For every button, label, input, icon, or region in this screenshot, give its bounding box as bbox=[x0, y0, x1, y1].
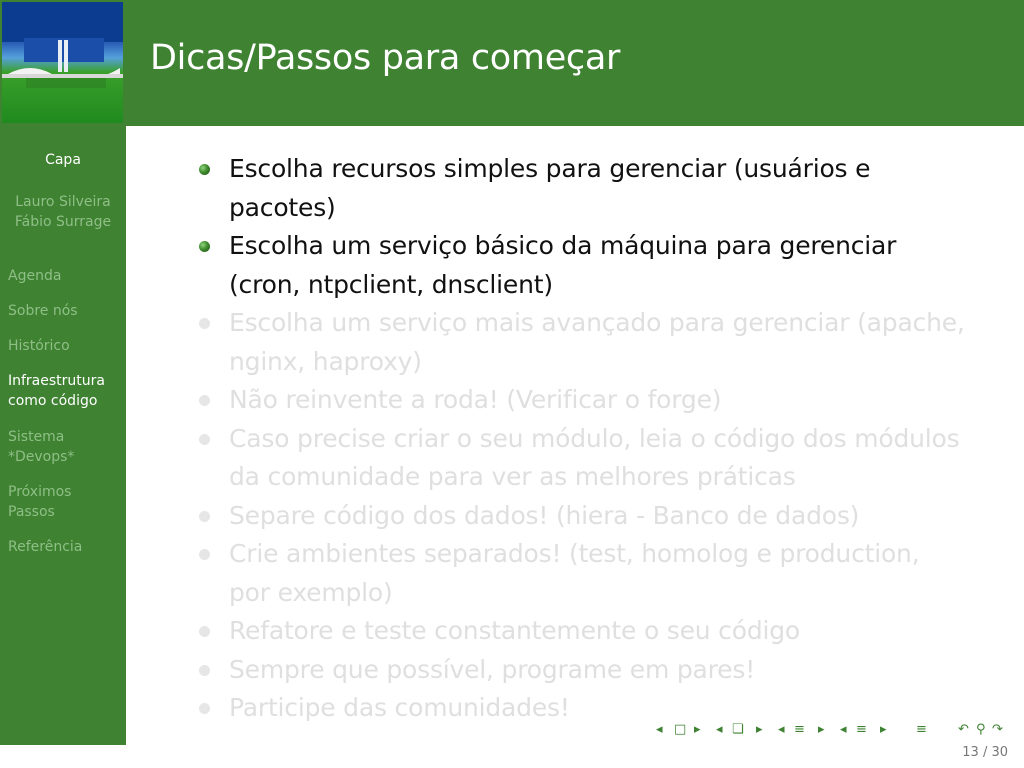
list-item bbox=[197, 612, 997, 651]
nav-back-icon[interactable]: ↶ bbox=[958, 722, 969, 737]
nav-prev-subsection-icon[interactable]: ◂ bbox=[716, 722, 723, 737]
bullet-icon bbox=[199, 626, 210, 637]
nav-subsection-icon[interactable]: ❏ bbox=[732, 722, 744, 737]
sidebar-item-label: Agenda bbox=[8, 268, 62, 284]
nav-search-icon[interactable]: ⚲ bbox=[976, 722, 986, 737]
list-item bbox=[197, 381, 997, 420]
list-item-text: Não reinvente a roda! (Verificar o forge) bbox=[229, 385, 722, 414]
sidebar-item-label: *Devops* bbox=[8, 449, 75, 465]
nav-forward-icon[interactable]: ↷ bbox=[992, 722, 1003, 737]
slide-header bbox=[0, 0, 1024, 126]
list-item-text: Crie ambientes separados! (test, homolog e production, bbox=[229, 539, 920, 568]
sidebar-item-referencia[interactable] bbox=[8, 537, 124, 557]
list-item-text: Participe das comunidades! bbox=[229, 693, 570, 722]
author-name: Lauro Silveira bbox=[15, 194, 111, 210]
list-item-text: Separe código dos dados! (hiera - Banco de dados) bbox=[229, 500, 860, 530]
list-item-text: (cron, ntpclient, dnsclient) bbox=[229, 269, 553, 299]
sidebar-item-proximos-passos[interactable] bbox=[8, 482, 124, 522]
list-item-text: da comunidade para ver as melhores práticas bbox=[229, 462, 796, 491]
sidebar-item-infraestrutura[interactable] bbox=[8, 371, 124, 411]
nav-frame-icon[interactable]: □ bbox=[674, 722, 687, 737]
bullet-icon bbox=[199, 703, 210, 714]
nav-slide-icon[interactable]: ≡ bbox=[856, 722, 867, 737]
list-item-text: Sempre que possível, programe em pares! bbox=[229, 654, 756, 684]
sidebar-item-label: Referência bbox=[8, 539, 83, 555]
list-item-text: Escolha um serviço mais avançado para gerenciar (apache, bbox=[229, 308, 965, 337]
nav-next-frame-icon[interactable]: ▸ bbox=[694, 722, 701, 737]
list-item bbox=[197, 535, 997, 612]
sidebar-item-capa[interactable] bbox=[0, 150, 126, 170]
list-item bbox=[197, 227, 997, 304]
sidebar-authors[interactable] bbox=[0, 192, 126, 232]
sidebar-item-agenda[interactable] bbox=[8, 266, 124, 286]
sidebar-item-label: Histórico bbox=[8, 338, 70, 354]
sidebar-item-sistema-devops[interactable] bbox=[8, 427, 124, 467]
slide-title: Dicas/Passos para começar bbox=[150, 38, 621, 78]
list-item bbox=[197, 497, 997, 536]
page-number: 13 / 30 bbox=[962, 745, 1008, 760]
list-item bbox=[197, 651, 997, 690]
bullet-icon bbox=[199, 549, 210, 560]
list-item bbox=[197, 420, 997, 497]
bullet-list bbox=[197, 150, 997, 728]
list-item-text: pacotes) bbox=[229, 192, 336, 222]
nav-prev-section-icon[interactable]: ◂ bbox=[778, 722, 785, 737]
nav-prev-slide-icon[interactable]: ◂ bbox=[840, 722, 847, 737]
sidebar-item-label: Sobre nós bbox=[8, 303, 78, 319]
sidebar-item-label: Passos bbox=[8, 504, 55, 520]
nav-next-section-icon[interactable]: ▸ bbox=[818, 722, 825, 737]
bullet-icon bbox=[199, 665, 210, 676]
sidebar-item-sobre-nos[interactable] bbox=[8, 301, 124, 321]
nav-section-icon[interactable]: ≡ bbox=[794, 722, 805, 737]
sidebar-item-historico[interactable] bbox=[8, 336, 124, 356]
list-item-text: Caso precise criar o seu módulo, leia o código dos módulos bbox=[229, 423, 960, 453]
list-item-text: Escolha um serviço básico da máquina para gerenciar bbox=[229, 231, 897, 260]
logo-congress-icon bbox=[2, 2, 123, 123]
nav-prev-frame-icon[interactable]: ◂ bbox=[656, 722, 663, 737]
sidebar-nav bbox=[0, 126, 126, 745]
list-item-text: nginx, haproxy) bbox=[229, 346, 422, 376]
sidebar-item-label: Capa bbox=[45, 152, 81, 168]
bullet-icon bbox=[199, 164, 210, 175]
list-item-text: Escolha recursos simples para gerenciar (usuários e bbox=[229, 154, 871, 183]
nav-next-slide-icon[interactable]: ▸ bbox=[880, 722, 887, 737]
sidebar-item-label: Infraestrutura bbox=[8, 373, 105, 389]
sidebar-item-label: como código bbox=[8, 393, 98, 409]
author-name: Fábio Surrage bbox=[14, 214, 112, 230]
beamer-navigation bbox=[656, 722, 1016, 738]
bullet-icon bbox=[199, 318, 210, 329]
list-item bbox=[197, 304, 997, 381]
bullet-icon bbox=[199, 241, 210, 252]
bullet-icon bbox=[199, 511, 210, 522]
list-item bbox=[197, 150, 997, 227]
sidebar-item-label: Próximos bbox=[8, 484, 72, 500]
list-item-text: Refatore e teste constantemente o seu código bbox=[229, 616, 800, 645]
bullet-icon bbox=[199, 434, 210, 445]
bullet-icon bbox=[199, 395, 210, 406]
list-item-text: por exemplo) bbox=[229, 577, 393, 607]
nav-document-icon[interactable]: ≡ bbox=[916, 722, 927, 737]
sidebar-item-label: Sistema bbox=[8, 429, 65, 445]
nav-next-subsection-icon[interactable]: ▸ bbox=[756, 722, 763, 737]
